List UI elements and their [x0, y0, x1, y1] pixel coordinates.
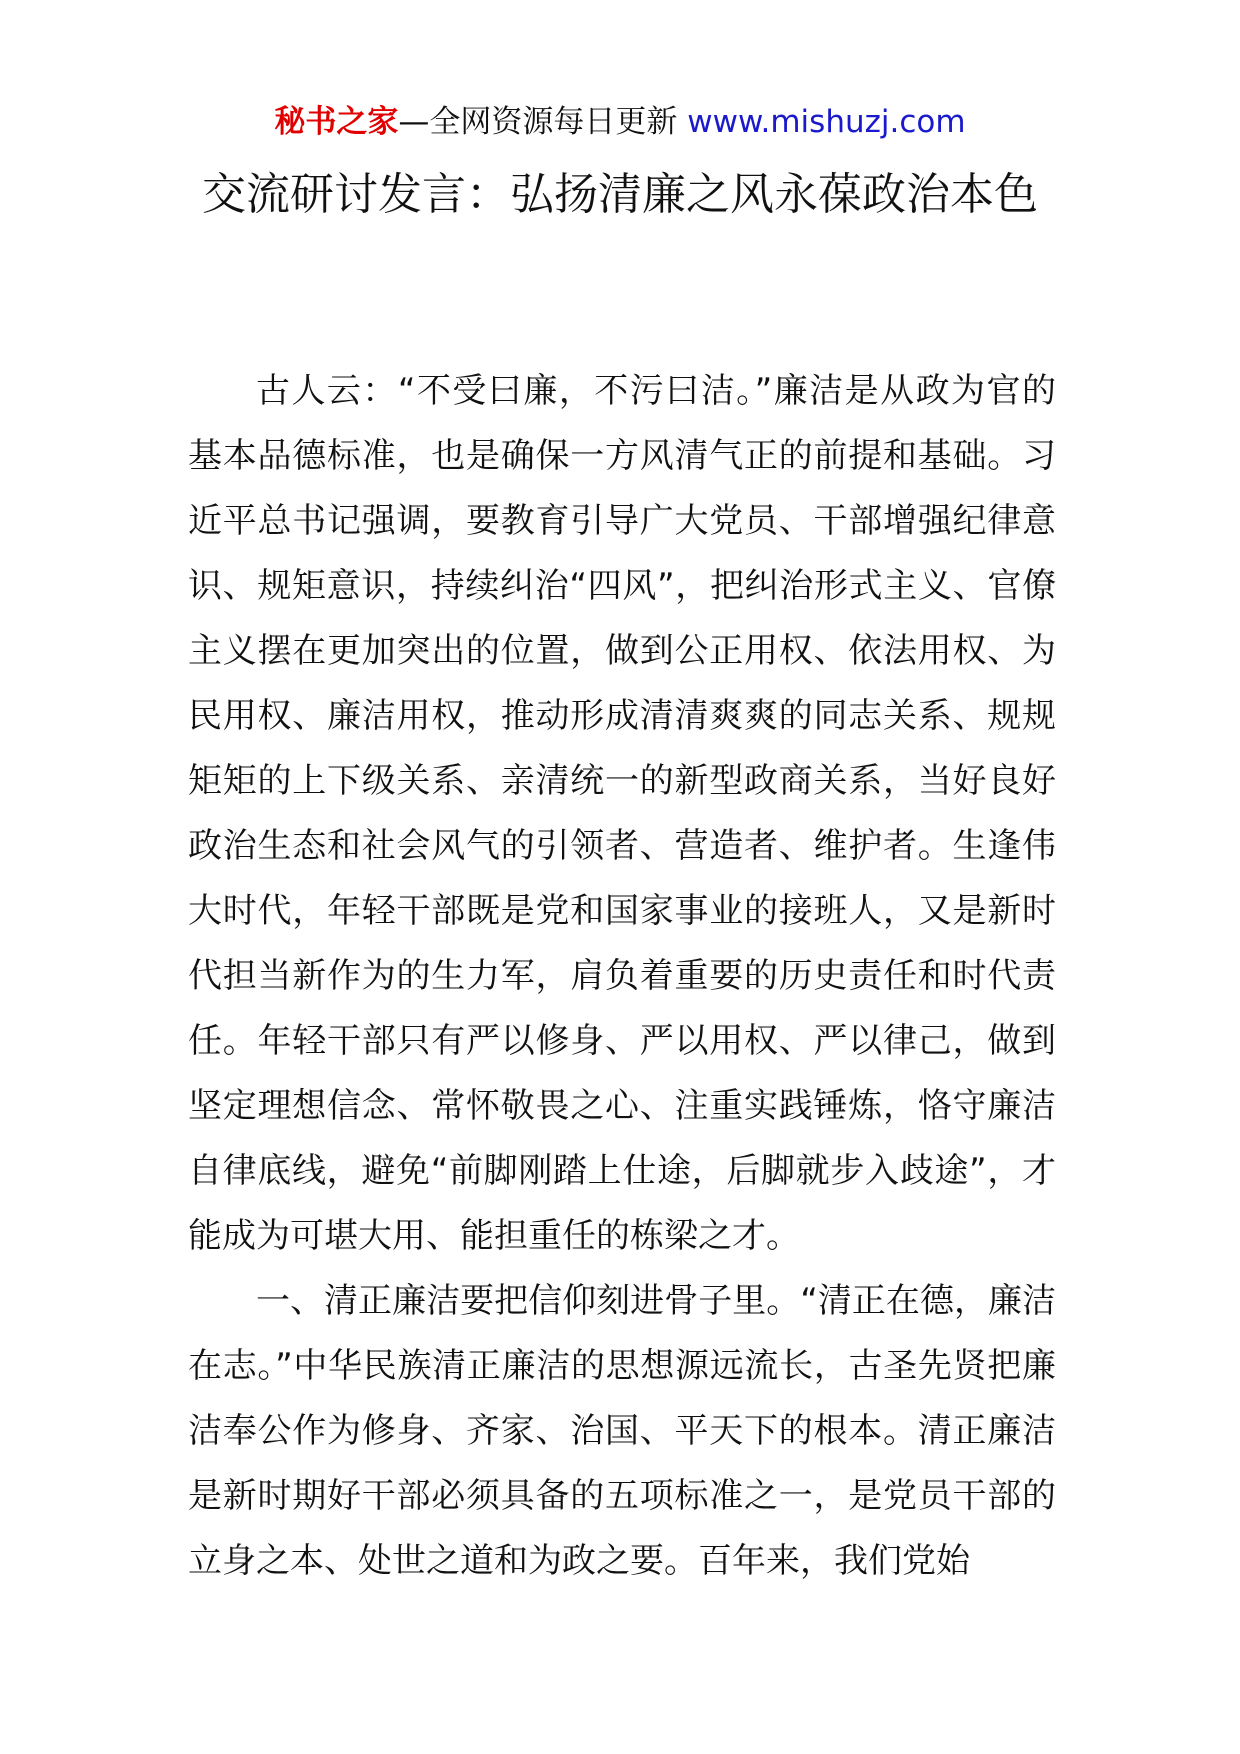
document-body [188, 359, 1056, 1594]
site-brand: 秘书之家 [274, 104, 399, 140]
site-banner [0, 100, 1240, 144]
document-title: 交流研讨发言：弘扬清廉之风永葆政治本色 [202, 169, 1038, 220]
site-url-link[interactable]: www.mishuzj.com [687, 104, 966, 140]
body-paragraph: 古人云：“不受曰廉，不污曰洁。”廉洁是从政为官的基本品德标准，也是确保一方风清气正的前提和基础。习近平总书记强调，要教育引导广大党员、干部增强纪律意识、规矩意识，持续纠治“四风”，把纠治形式主义、官僚主义摆在更加突出的位置，做到公正用权、依法用权、为民用权、廉洁用权，推动形成清清爽爽的同志关系、规规矩矩的上下级关系、亲清统一的新型政商关系，当好良好政治生态和社会风气的引领者、营造者、维护者。生逢伟大时代，年轻干部既是党和国家事业的接班人，又是新时代担当新作为的生力军，肩负着重要的历史责任和时代责任。年轻干部只有严以修身、严以用权、严以律己，做到坚定理想信念、常怀敬畏之心、注重实践锤炼，恪守廉洁自律底线，避免“前脚刚踏上仕途，后脚就步入歧途”，才能成为可堪大用、能担重任的栋梁之才。 [188, 371, 1056, 1256]
body-paragraph: 一、清正廉洁要把信仰刻进骨子里。“清正在德，廉洁在志。”中华民族清正廉洁的思想源远流长，古圣先贤把廉洁奉公作为修身、齐家、治国、平天下的根本。清正廉洁是新时期好干部必须具备的五项标准之一，是党员干部的立身之本、处世之道和为政之要。百年来，我们党始 [188, 1281, 1056, 1581]
site-tagline: —全网资源每日更新 [398, 104, 688, 140]
